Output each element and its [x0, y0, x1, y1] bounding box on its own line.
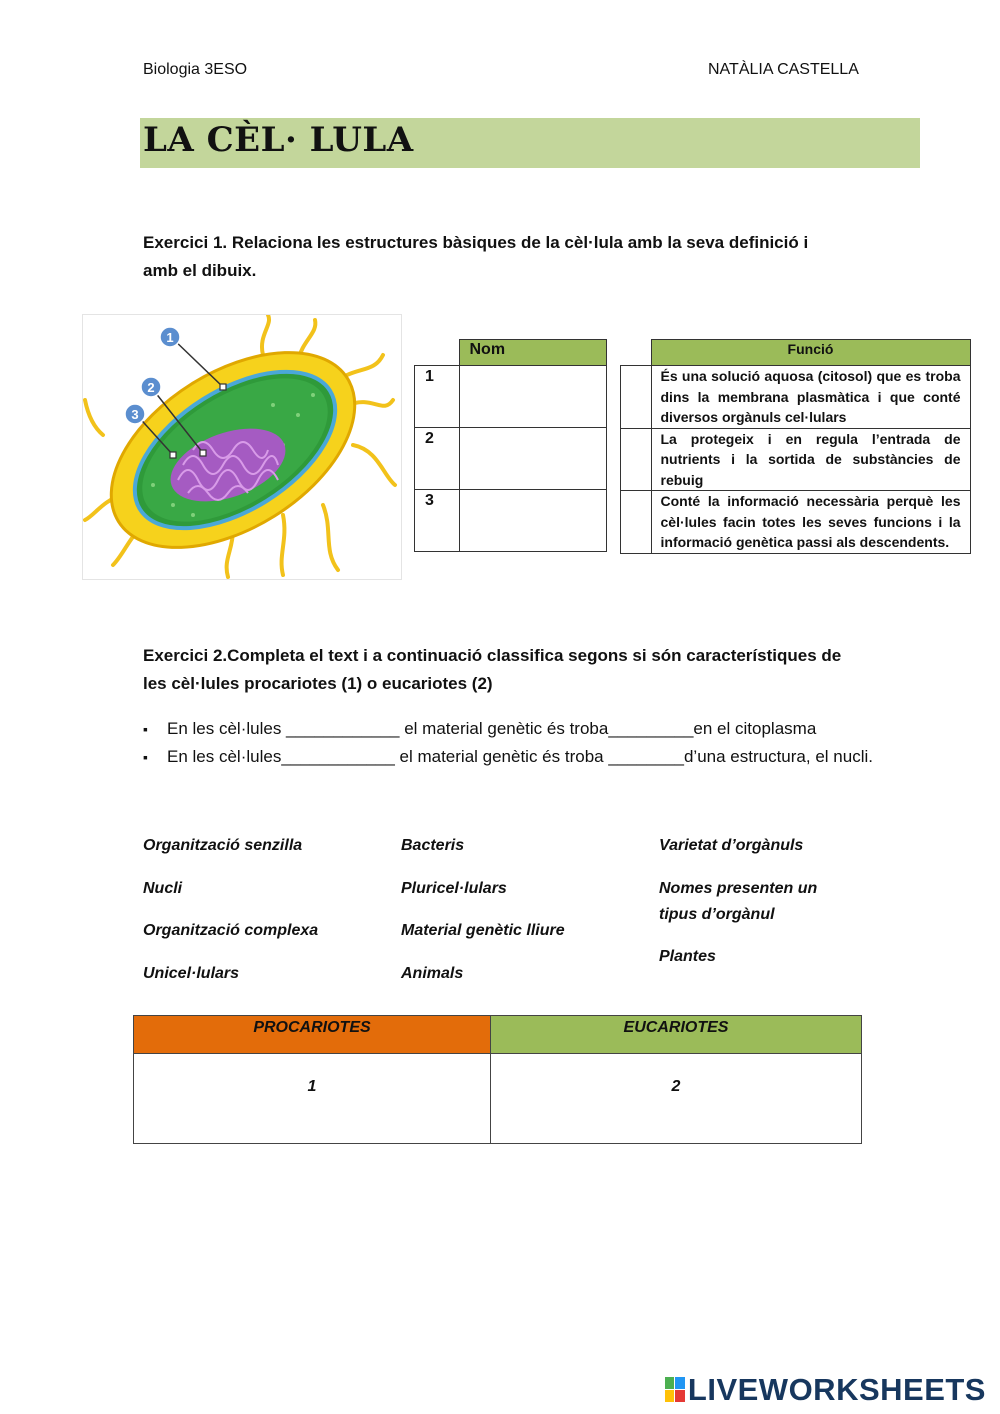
marker-1 — [160, 327, 180, 347]
header-author: NATÀLIA CASTELLA — [708, 61, 859, 78]
funcio-header: Funció — [651, 340, 970, 366]
word-col-2-item: Pluricel·lulars — [401, 880, 507, 897]
funcio-table — [620, 339, 971, 554]
funcio-definition-1: És una solució aquosa (citosol) que es troba dins la membrana plasmàtica i que conté diversos orgànuls cel·lulars — [651, 366, 970, 429]
nom-answer-3[interactable] — [459, 490, 606, 552]
row-number: 1 — [415, 366, 460, 428]
marker-1-label: 1 — [166, 330, 174, 345]
exercise1-title-line2: amb el dibuix. — [143, 261, 257, 280]
fill-in-sentence-1[interactable]: ▪ En les cèl·lules ____________ el material genètic és troba_________en el citoplasma — [143, 715, 983, 743]
funcio-answer-1[interactable] — [621, 366, 652, 429]
marker-2-label: 2 — [147, 380, 155, 395]
word-col-1-item: Organització senzilla — [143, 837, 303, 854]
nom-answer-2[interactable] — [459, 428, 606, 490]
word-col-1-item: Organització complexa — [143, 922, 319, 939]
funcio-definition-2: La protegeix i en regula l’entrada de nutrients i la sortida de substàncies de rebuig — [651, 428, 970, 491]
word-col-3-item: Plantes — [659, 948, 716, 965]
procariotes-cell[interactable] — [134, 1054, 491, 1144]
word-col-1-item: Unicel·lulars — [143, 965, 240, 982]
funcio-definition-3: Conté la informació necessària perquè les cèl·lules facin totes les seves funcions i la informació genètica passi als descendents. — [651, 491, 970, 554]
logo-badge-icon — [665, 1377, 685, 1403]
exercise1-title-line1: Exercici 1. Relaciona les estructures bàsiques de la cèl·lula amb la seva definició i — [143, 233, 809, 252]
fill-in-list — [143, 715, 983, 771]
exercise2-title-line1: Exercici 2.Completa el text i a continuació classifica segons si són característiques de — [143, 646, 842, 665]
row-number: 3 — [415, 490, 460, 552]
classification-table — [133, 1015, 862, 1144]
word-col-1-item: Nucli — [143, 880, 183, 897]
fill-in-sentence-2[interactable]: ▪ En les cèl·lules____________ el material genètic és troba ________d’una estructura, el nucli. — [143, 743, 983, 771]
word-col-3-item: Nomes presenten un tipus d’orgànul — [659, 880, 818, 923]
eucariotes-cell[interactable] — [491, 1054, 862, 1144]
word-col-2-item: Material genètic lliure — [401, 922, 565, 939]
procariotes-value: 1 — [307, 1078, 317, 1095]
funcio-answer-2[interactable] — [621, 428, 652, 491]
row-number: 2 — [415, 428, 460, 490]
nom-header: Nom — [459, 340, 606, 366]
funcio-answer-3[interactable] — [621, 491, 652, 554]
bacteria-illustration — [83, 315, 401, 579]
nom-table — [414, 339, 607, 552]
header-subject: Biologia 3ESO — [143, 61, 248, 78]
nom-answer-1[interactable] — [459, 366, 606, 428]
marker-3-label: 3 — [131, 407, 139, 422]
eucariotes-header: EUCARIOTES — [491, 1016, 862, 1054]
liveworksheets-logo — [665, 1372, 986, 1408]
logo-text: LIVEWORKSHEETS — [687, 1372, 986, 1407]
exercise2-title-line2: les cèl·lules procariotes (1) o eucariotes (2) — [143, 674, 493, 693]
eucariotes-value: 2 — [671, 1078, 681, 1095]
word-col-3-item: Varietat d’orgànuls — [659, 837, 804, 854]
procariotes-header: PROCARIOTES — [134, 1016, 491, 1054]
cell-diagram — [82, 314, 402, 580]
marker-3 — [125, 404, 145, 424]
exercise2-title — [143, 642, 903, 698]
exercise1-title — [143, 229, 863, 285]
page-title: LA CÈL· LULA — [143, 120, 414, 160]
word-col-2-item: Bacteris — [401, 837, 465, 854]
marker-2 — [141, 377, 161, 397]
word-col-2-item: Animals — [401, 965, 464, 982]
